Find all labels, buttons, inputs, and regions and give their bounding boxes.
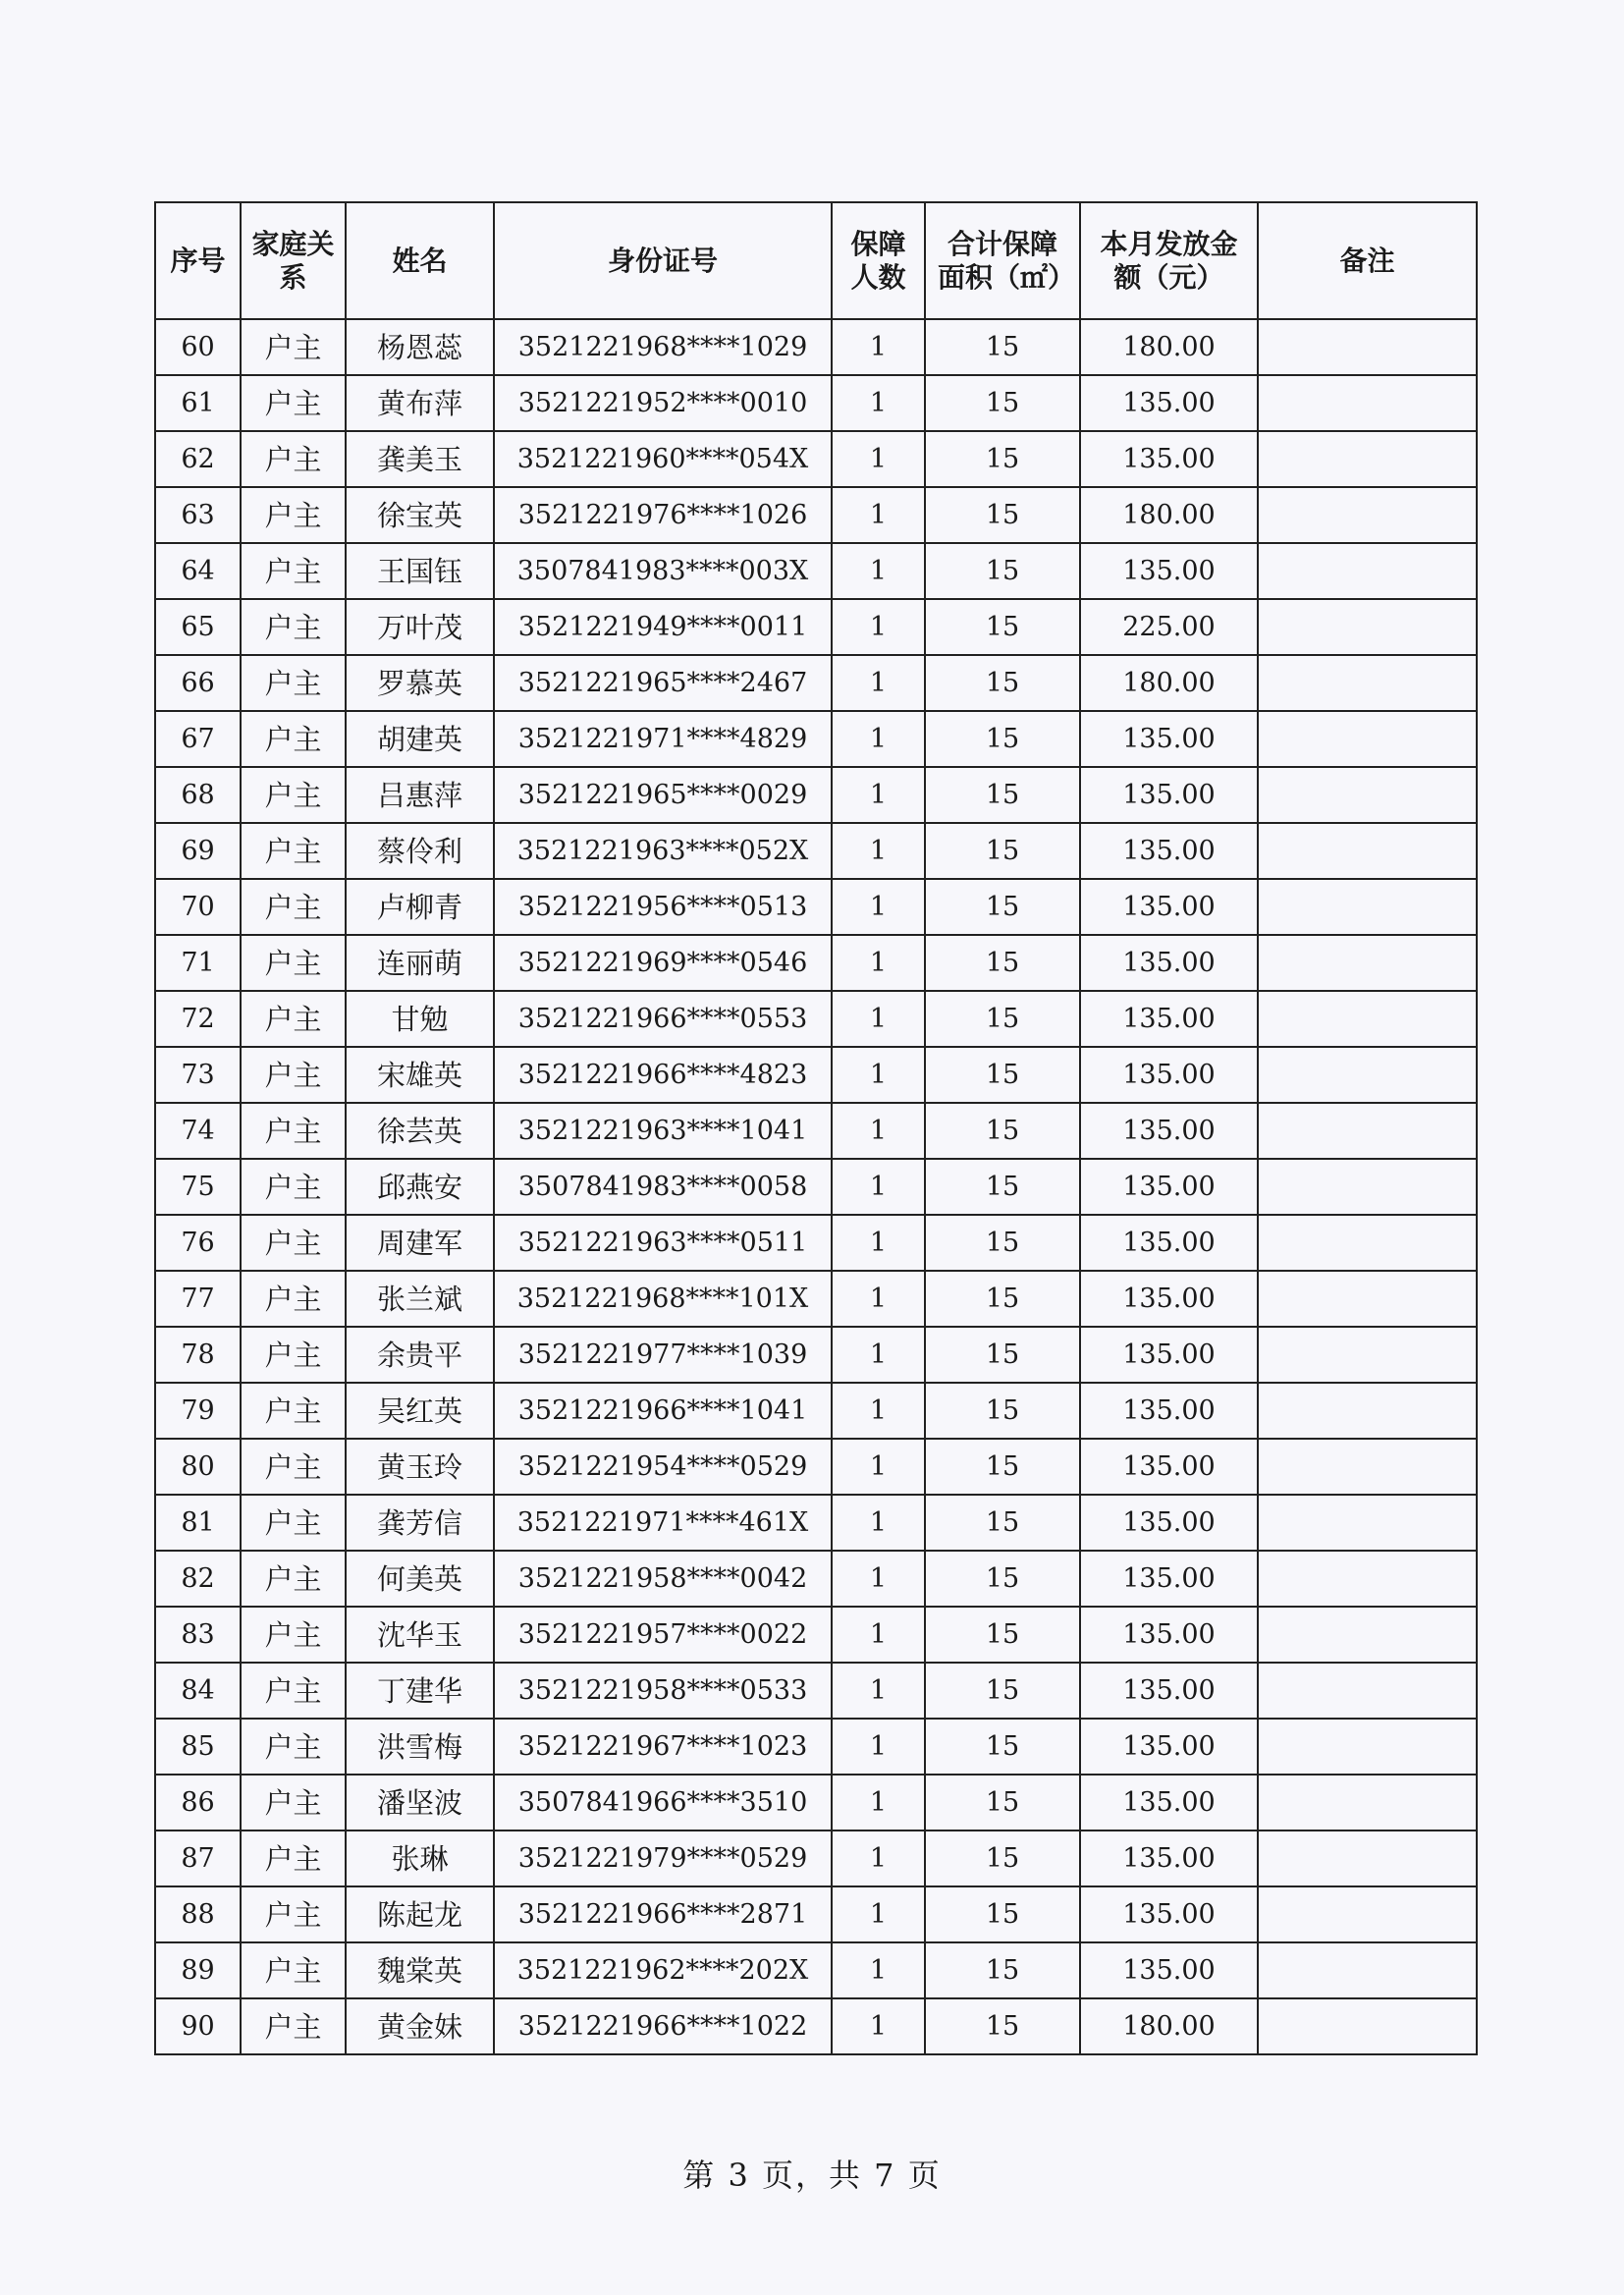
cell-area: 15 <box>925 543 1080 599</box>
cell-remarks <box>1258 1271 1477 1327</box>
cell-amount: 135.00 <box>1080 935 1258 991</box>
cell-relation: 户主 <box>241 879 346 935</box>
cell-area: 15 <box>925 767 1080 823</box>
cell-relation: 户主 <box>241 1047 346 1103</box>
cell-id-number: 3521221969****0546 <box>494 935 832 991</box>
cell-persons: 1 <box>832 1103 925 1159</box>
cell-seq: 82 <box>155 1551 241 1607</box>
header-relation: 家庭关系 <box>241 202 346 319</box>
cell-amount: 180.00 <box>1080 1998 1258 2054</box>
cell-persons: 1 <box>832 319 925 375</box>
cell-name: 罗慕英 <box>346 655 494 711</box>
cell-id-number: 3507841983****003X <box>494 543 832 599</box>
cell-relation: 户主 <box>241 991 346 1047</box>
table-row <box>155 711 1477 767</box>
cell-seq: 65 <box>155 599 241 655</box>
cell-relation: 户主 <box>241 319 346 375</box>
cell-amount: 135.00 <box>1080 1383 1258 1439</box>
table-body <box>155 319 1477 2054</box>
table-row <box>155 1998 1477 2054</box>
cell-id-number: 3521221952****0010 <box>494 375 832 431</box>
cell-relation: 户主 <box>241 1551 346 1607</box>
cell-amount: 135.00 <box>1080 879 1258 935</box>
cell-persons: 1 <box>832 991 925 1047</box>
cell-id-number: 3521221963****1041 <box>494 1103 832 1159</box>
cell-amount: 135.00 <box>1080 1886 1258 1942</box>
cell-name: 张兰斌 <box>346 1271 494 1327</box>
cell-amount: 135.00 <box>1080 1663 1258 1719</box>
cell-persons: 1 <box>832 1886 925 1942</box>
cell-remarks <box>1258 1607 1477 1663</box>
cell-id-number: 3521221957****0022 <box>494 1607 832 1663</box>
table-row <box>155 599 1477 655</box>
cell-id-number: 3521221968****1029 <box>494 319 832 375</box>
cell-relation: 户主 <box>241 1327 346 1383</box>
cell-remarks <box>1258 655 1477 711</box>
header-remarks: 备注 <box>1258 202 1477 319</box>
cell-amount: 135.00 <box>1080 1215 1258 1271</box>
cell-relation: 户主 <box>241 599 346 655</box>
cell-id-number: 3521221965****2467 <box>494 655 832 711</box>
cell-area: 15 <box>925 319 1080 375</box>
cell-area: 15 <box>925 1775 1080 1831</box>
cell-seq: 77 <box>155 1271 241 1327</box>
cell-seq: 74 <box>155 1103 241 1159</box>
cell-remarks <box>1258 1775 1477 1831</box>
cell-amount: 180.00 <box>1080 487 1258 543</box>
cell-amount: 135.00 <box>1080 1607 1258 1663</box>
cell-area: 15 <box>925 1271 1080 1327</box>
cell-amount: 135.00 <box>1080 1327 1258 1383</box>
cell-persons: 1 <box>832 1831 925 1886</box>
cell-amount: 135.00 <box>1080 431 1258 487</box>
cell-name: 陈起龙 <box>346 1886 494 1942</box>
cell-area: 15 <box>925 935 1080 991</box>
cell-seq: 88 <box>155 1886 241 1942</box>
cell-name: 吕惠萍 <box>346 767 494 823</box>
cell-id-number: 3521221956****0513 <box>494 879 832 935</box>
cell-remarks <box>1258 1159 1477 1215</box>
cell-remarks <box>1258 1942 1477 1998</box>
cell-remarks <box>1258 1663 1477 1719</box>
cell-id-number: 3521221960****054X <box>494 431 832 487</box>
cell-remarks <box>1258 1103 1477 1159</box>
cell-remarks <box>1258 487 1477 543</box>
cell-name: 洪雪梅 <box>346 1719 494 1775</box>
table-row <box>155 1047 1477 1103</box>
header-persons: 保障人数 <box>832 202 925 319</box>
cell-persons: 1 <box>832 1551 925 1607</box>
cell-amount: 135.00 <box>1080 1775 1258 1831</box>
cell-relation: 户主 <box>241 1831 346 1886</box>
cell-seq: 89 <box>155 1942 241 1998</box>
cell-remarks <box>1258 599 1477 655</box>
cell-id-number: 3521221976****1026 <box>494 487 832 543</box>
cell-relation: 户主 <box>241 1719 346 1775</box>
cell-name: 徐宝英 <box>346 487 494 543</box>
cell-persons: 1 <box>832 1383 925 1439</box>
cell-remarks <box>1258 823 1477 879</box>
cell-id-number: 3521221965****0029 <box>494 767 832 823</box>
cell-amount: 225.00 <box>1080 599 1258 655</box>
cell-area: 15 <box>925 1998 1080 2054</box>
cell-relation: 户主 <box>241 935 346 991</box>
header-id-number: 身份证号 <box>494 202 832 319</box>
table-row <box>155 1271 1477 1327</box>
cell-area: 15 <box>925 1327 1080 1383</box>
cell-relation: 户主 <box>241 1663 346 1719</box>
cell-name: 宋雄英 <box>346 1047 494 1103</box>
cell-area: 15 <box>925 1159 1080 1215</box>
cell-relation: 户主 <box>241 1886 346 1942</box>
cell-name: 连丽萌 <box>346 935 494 991</box>
cell-amount: 135.00 <box>1080 1831 1258 1886</box>
cell-relation: 户主 <box>241 823 346 879</box>
table-row <box>155 1663 1477 1719</box>
table-row <box>155 1327 1477 1383</box>
cell-id-number: 3521221971****4829 <box>494 711 832 767</box>
cell-persons: 1 <box>832 1942 925 1998</box>
cell-amount: 135.00 <box>1080 1495 1258 1551</box>
cell-area: 15 <box>925 1942 1080 1998</box>
cell-seq: 61 <box>155 375 241 431</box>
cell-area: 15 <box>925 879 1080 935</box>
cell-amount: 135.00 <box>1080 1047 1258 1103</box>
cell-name: 龚芳信 <box>346 1495 494 1551</box>
cell-persons: 1 <box>832 487 925 543</box>
cell-amount: 135.00 <box>1080 543 1258 599</box>
cell-id-number: 3521221966****1041 <box>494 1383 832 1439</box>
table-row <box>155 431 1477 487</box>
cell-seq: 67 <box>155 711 241 767</box>
cell-seq: 66 <box>155 655 241 711</box>
table-row <box>155 935 1477 991</box>
cell-amount: 135.00 <box>1080 823 1258 879</box>
cell-name: 张琳 <box>346 1831 494 1886</box>
cell-id-number: 3507841983****0058 <box>494 1159 832 1215</box>
table-row <box>155 1103 1477 1159</box>
cell-id-number: 3521221966****0553 <box>494 991 832 1047</box>
cell-amount: 135.00 <box>1080 1439 1258 1495</box>
cell-amount: 135.00 <box>1080 1942 1258 1998</box>
table-header <box>155 202 1477 319</box>
cell-area: 15 <box>925 1439 1080 1495</box>
table-row <box>155 1719 1477 1775</box>
cell-remarks <box>1258 879 1477 935</box>
cell-remarks <box>1258 319 1477 375</box>
cell-persons: 1 <box>832 767 925 823</box>
page-number: 第 3 页，共 7 页 <box>682 2157 942 2194</box>
cell-remarks <box>1258 1495 1477 1551</box>
cell-name: 潘坚波 <box>346 1775 494 1831</box>
cell-id-number: 3521221954****0529 <box>494 1439 832 1495</box>
table-row <box>155 1215 1477 1271</box>
cell-remarks <box>1258 375 1477 431</box>
cell-id-number: 3521221963****052X <box>494 823 832 879</box>
cell-amount: 135.00 <box>1080 1159 1258 1215</box>
cell-persons: 1 <box>832 599 925 655</box>
cell-area: 15 <box>925 1383 1080 1439</box>
cell-area: 15 <box>925 1103 1080 1159</box>
cell-area: 15 <box>925 1047 1080 1103</box>
cell-remarks <box>1258 767 1477 823</box>
cell-id-number: 3521221962****202X <box>494 1942 832 1998</box>
cell-id-number: 3521221958****0042 <box>494 1551 832 1607</box>
cell-relation: 户主 <box>241 1998 346 2054</box>
cell-id-number: 3521221949****0011 <box>494 599 832 655</box>
cell-persons: 1 <box>832 1439 925 1495</box>
cell-persons: 1 <box>832 1271 925 1327</box>
cell-persons: 1 <box>832 1775 925 1831</box>
cell-seq: 87 <box>155 1831 241 1886</box>
table-row <box>155 1383 1477 1439</box>
table-row <box>155 487 1477 543</box>
cell-seq: 70 <box>155 879 241 935</box>
cell-seq: 60 <box>155 319 241 375</box>
cell-relation: 户主 <box>241 711 346 767</box>
cell-persons: 1 <box>832 1607 925 1663</box>
cell-persons: 1 <box>832 1159 925 1215</box>
cell-name: 万叶茂 <box>346 599 494 655</box>
cell-relation: 户主 <box>241 1775 346 1831</box>
cell-relation: 户主 <box>241 543 346 599</box>
cell-persons: 1 <box>832 1215 925 1271</box>
cell-area: 15 <box>925 991 1080 1047</box>
cell-area: 15 <box>925 655 1080 711</box>
cell-relation: 户主 <box>241 655 346 711</box>
cell-remarks <box>1258 431 1477 487</box>
cell-remarks <box>1258 1327 1477 1383</box>
cell-persons: 1 <box>832 431 925 487</box>
cell-area: 15 <box>925 375 1080 431</box>
cell-remarks <box>1258 1719 1477 1775</box>
cell-remarks <box>1258 1886 1477 1942</box>
table-row <box>155 375 1477 431</box>
table-row <box>155 991 1477 1047</box>
cell-name: 卢柳青 <box>346 879 494 935</box>
cell-area: 15 <box>925 1607 1080 1663</box>
cell-id-number: 3521221979****0529 <box>494 1831 832 1886</box>
cell-seq: 75 <box>155 1159 241 1215</box>
cell-id-number: 3507841966****3510 <box>494 1775 832 1831</box>
cell-remarks <box>1258 991 1477 1047</box>
cell-amount: 135.00 <box>1080 711 1258 767</box>
cell-area: 15 <box>925 1663 1080 1719</box>
cell-seq: 80 <box>155 1439 241 1495</box>
cell-seq: 73 <box>155 1047 241 1103</box>
cell-seq: 79 <box>155 1383 241 1439</box>
cell-relation: 户主 <box>241 1942 346 1998</box>
cell-name: 丁建华 <box>346 1663 494 1719</box>
cell-area: 15 <box>925 711 1080 767</box>
cell-remarks <box>1258 1047 1477 1103</box>
cell-name: 胡建英 <box>346 711 494 767</box>
cell-seq: 63 <box>155 487 241 543</box>
cell-area: 15 <box>925 599 1080 655</box>
cell-name: 王国钰 <box>346 543 494 599</box>
table-row <box>155 1551 1477 1607</box>
cell-seq: 81 <box>155 1495 241 1551</box>
cell-seq: 86 <box>155 1775 241 1831</box>
cell-area: 15 <box>925 823 1080 879</box>
cell-name: 余贵平 <box>346 1327 494 1383</box>
cell-id-number: 3521221977****1039 <box>494 1327 832 1383</box>
header-seq: 序号 <box>155 202 241 319</box>
cell-relation: 户主 <box>241 1103 346 1159</box>
cell-seq: 90 <box>155 1998 241 2054</box>
cell-name: 黄金妹 <box>346 1998 494 2054</box>
cell-persons: 1 <box>832 375 925 431</box>
cell-persons: 1 <box>832 1998 925 2054</box>
cell-relation: 户主 <box>241 1495 346 1551</box>
cell-seq: 68 <box>155 767 241 823</box>
cell-id-number: 3521221966****4823 <box>494 1047 832 1103</box>
table-row <box>155 1775 1477 1831</box>
cell-name: 沈华玉 <box>346 1607 494 1663</box>
cell-persons: 1 <box>832 543 925 599</box>
table-row <box>155 767 1477 823</box>
cell-relation: 户主 <box>241 1439 346 1495</box>
cell-persons: 1 <box>832 1663 925 1719</box>
cell-area: 15 <box>925 1719 1080 1775</box>
cell-name: 吴红英 <box>346 1383 494 1439</box>
table-row <box>155 1831 1477 1886</box>
cell-amount: 135.00 <box>1080 767 1258 823</box>
table-row <box>155 1607 1477 1663</box>
cell-name: 蔡伶利 <box>346 823 494 879</box>
cell-persons: 1 <box>832 711 925 767</box>
cell-persons: 1 <box>832 823 925 879</box>
cell-area: 15 <box>925 1495 1080 1551</box>
cell-seq: 83 <box>155 1607 241 1663</box>
cell-name: 何美英 <box>346 1551 494 1607</box>
cell-area: 15 <box>925 1886 1080 1942</box>
cell-persons: 1 <box>832 1719 925 1775</box>
cell-relation: 户主 <box>241 1215 346 1271</box>
subsidy-roster-table <box>154 201 1478 2055</box>
cell-name: 魏棠英 <box>346 1942 494 1998</box>
header-amount: 本月发放金额（元） <box>1080 202 1258 319</box>
cell-persons: 1 <box>832 935 925 991</box>
cell-seq: 84 <box>155 1663 241 1719</box>
cell-amount: 135.00 <box>1080 1719 1258 1775</box>
cell-amount: 135.00 <box>1080 1271 1258 1327</box>
cell-seq: 71 <box>155 935 241 991</box>
cell-area: 15 <box>925 1551 1080 1607</box>
table-row <box>155 823 1477 879</box>
cell-name: 黄布萍 <box>346 375 494 431</box>
cell-remarks <box>1258 1998 1477 2054</box>
cell-persons: 1 <box>832 1495 925 1551</box>
cell-id-number: 3521221971****461X <box>494 1495 832 1551</box>
cell-area: 15 <box>925 1215 1080 1271</box>
cell-persons: 1 <box>832 1047 925 1103</box>
cell-relation: 户主 <box>241 767 346 823</box>
cell-persons: 1 <box>832 879 925 935</box>
table-row <box>155 1886 1477 1942</box>
cell-amount: 135.00 <box>1080 991 1258 1047</box>
cell-relation: 户主 <box>241 1383 346 1439</box>
cell-remarks <box>1258 935 1477 991</box>
header-area: 合计保障面积（㎡） <box>925 202 1080 319</box>
cell-remarks <box>1258 543 1477 599</box>
cell-id-number: 3521221966****1022 <box>494 1998 832 2054</box>
cell-remarks <box>1258 1831 1477 1886</box>
table-row <box>155 1495 1477 1551</box>
table-row <box>155 319 1477 375</box>
cell-area: 15 <box>925 1831 1080 1886</box>
table-row <box>155 879 1477 935</box>
header-name: 姓名 <box>346 202 494 319</box>
cell-remarks <box>1258 711 1477 767</box>
cell-id-number: 3521221958****0533 <box>494 1663 832 1719</box>
table-row <box>155 1439 1477 1495</box>
cell-amount: 135.00 <box>1080 1103 1258 1159</box>
cell-remarks <box>1258 1439 1477 1495</box>
header-row <box>155 202 1477 319</box>
cell-seq: 76 <box>155 1215 241 1271</box>
cell-remarks <box>1258 1383 1477 1439</box>
cell-name: 邱燕安 <box>346 1159 494 1215</box>
cell-relation: 户主 <box>241 375 346 431</box>
cell-id-number: 3521221966****2871 <box>494 1886 832 1942</box>
cell-name: 黄玉玲 <box>346 1439 494 1495</box>
cell-relation: 户主 <box>241 487 346 543</box>
cell-id-number: 3521221963****0511 <box>494 1215 832 1271</box>
cell-persons: 1 <box>832 655 925 711</box>
cell-amount: 180.00 <box>1080 655 1258 711</box>
cell-seq: 72 <box>155 991 241 1047</box>
cell-id-number: 3521221968****101X <box>494 1271 832 1327</box>
cell-amount: 135.00 <box>1080 375 1258 431</box>
cell-area: 15 <box>925 487 1080 543</box>
cell-name: 甘勉 <box>346 991 494 1047</box>
table-row <box>155 543 1477 599</box>
cell-amount: 135.00 <box>1080 1551 1258 1607</box>
cell-relation: 户主 <box>241 1607 346 1663</box>
cell-relation: 户主 <box>241 1271 346 1327</box>
table-row <box>155 1159 1477 1215</box>
cell-seq: 64 <box>155 543 241 599</box>
table-row <box>155 1942 1477 1998</box>
cell-seq: 69 <box>155 823 241 879</box>
table-row <box>155 655 1477 711</box>
cell-remarks <box>1258 1215 1477 1271</box>
cell-area: 15 <box>925 431 1080 487</box>
cell-relation: 户主 <box>241 431 346 487</box>
cell-seq: 85 <box>155 1719 241 1775</box>
cell-remarks <box>1258 1551 1477 1607</box>
cell-seq: 78 <box>155 1327 241 1383</box>
cell-name: 周建军 <box>346 1215 494 1271</box>
cell-name: 龚美玉 <box>346 431 494 487</box>
cell-amount: 180.00 <box>1080 319 1258 375</box>
cell-persons: 1 <box>832 1327 925 1383</box>
cell-name: 徐芸英 <box>346 1103 494 1159</box>
cell-seq: 62 <box>155 431 241 487</box>
cell-name: 杨恩蕊 <box>346 319 494 375</box>
cell-relation: 户主 <box>241 1159 346 1215</box>
cell-id-number: 3521221967****1023 <box>494 1719 832 1775</box>
